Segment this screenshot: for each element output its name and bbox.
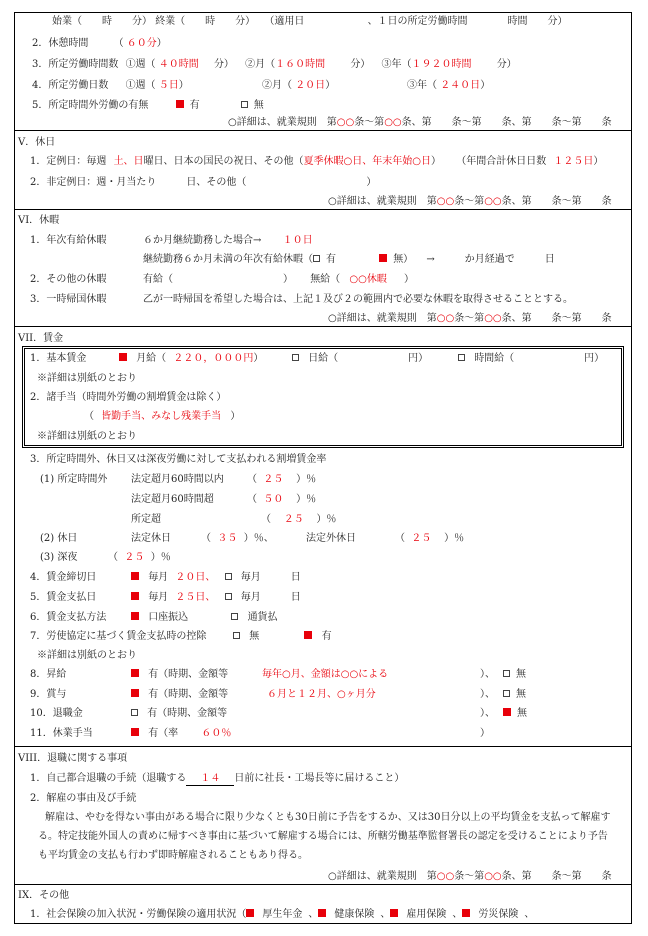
no-label: 無 — [253, 100, 264, 111]
yes-label: 有 — [321, 631, 332, 642]
irregular-holidays-row: 2．非定例日：週・月当たり 日、その他（ ） — [30, 177, 377, 188]
percent-close: ）％ — [316, 514, 337, 525]
other-leave-label: 2．その他の休暇 — [30, 274, 107, 285]
rules-reference — [228, 117, 612, 129]
rules-ref-mid: 条～第 — [454, 196, 485, 207]
paren: （ — [261, 514, 271, 525]
section-heading-resignation: VIII．退職に関する事項 — [18, 753, 128, 764]
monthly-wage — [119, 353, 263, 365]
separator: 、 — [524, 909, 535, 920]
divider — [14, 884, 632, 885]
bonus-row — [131, 689, 228, 701]
rules-ref-suffix: 条、第 条～第 条 — [501, 871, 612, 882]
paren: ） — [404, 274, 415, 285]
checkbox-checked[interactable] — [246, 909, 254, 917]
rate-label: 有（率 — [148, 728, 179, 739]
overtime-existence-label: 5．所定時間外労働の有無 — [32, 100, 149, 111]
non-legal-holiday-value: ２５ — [411, 533, 432, 544]
article-placeholder: ○○ — [484, 196, 502, 207]
article-placeholder: ○○ — [436, 196, 455, 207]
notice-days-value[interactable]: １４ — [200, 773, 221, 784]
rules-reference — [328, 871, 612, 883]
rules-ref-mid: 条～第 — [454, 871, 485, 882]
timing-amount-label: 有（時期、金額等 — [148, 689, 229, 700]
minutes-suffix: 分） — [350, 59, 371, 70]
payday-row — [131, 592, 301, 604]
checkbox-checked[interactable] — [462, 909, 470, 917]
bank-transfer-label: 口座振込 — [148, 612, 189, 623]
holiday-label: (2) 休日 — [40, 533, 78, 544]
premium-rate-label: 3．所定時間外、休日又は深夜労働に対して支払われる割増賃金率 — [30, 454, 327, 465]
article-placeholder: ○○ — [384, 117, 402, 128]
break-time-label: 2．休憩時間 — [32, 38, 89, 49]
hourly-wage-field[interactable]: 時間給（ 円） — [474, 353, 605, 364]
hourly-wage — [458, 353, 604, 365]
severance-no — [480, 708, 527, 720]
yes-label: 有 — [326, 254, 336, 265]
voluntary-resignation-suffix: 日前に社長・工場長等に届けること） — [234, 773, 405, 784]
checkbox-unchecked[interactable] — [241, 101, 248, 108]
raise-row — [131, 669, 228, 681]
checkbox-unchecked[interactable] — [225, 573, 232, 580]
divider — [14, 326, 632, 327]
percent-close: ）％ — [296, 474, 317, 485]
night-value: ２５ — [124, 552, 145, 563]
ot-over-60h-rate — [247, 494, 316, 506]
weekly-hours-value: ４０時間 — [158, 59, 199, 70]
dismissal-text-line: も平均賃金の支払も行わず即時解雇されることもあり得る。 — [38, 850, 308, 861]
checkbox-checked[interactable] — [304, 631, 312, 639]
paren: ） — [156, 38, 167, 49]
paren: ） — [253, 353, 264, 364]
divider — [14, 746, 632, 747]
allowances-label: 2．諸手当（時間外労働の割増賃金は除く） — [30, 392, 227, 403]
monthly-label: 毎月 — [148, 572, 169, 583]
document-frame — [14, 12, 632, 924]
paren: ） — [325, 80, 336, 91]
paren: （ — [247, 494, 257, 505]
annual-holidays-label: （年間合計休日日数 — [456, 156, 547, 167]
scheduled-days-label: 4．所定労働日数 — [32, 80, 109, 91]
other-holidays-value: 夏季休暇○日、年末年始○日 — [303, 156, 432, 167]
daily-wage-field[interactable]: 日給（ 円） — [308, 353, 429, 364]
leave-allowance-value: ６０％ — [201, 728, 232, 739]
break-time-row — [32, 38, 167, 50]
night-rate — [108, 552, 171, 564]
checkbox-unchecked[interactable] — [233, 632, 240, 639]
paren: ）、 — [480, 669, 495, 680]
percent-close: ）％ — [150, 552, 171, 563]
bonus-no — [480, 689, 526, 701]
monthly-label: 毎月 — [148, 592, 169, 603]
fixed-holidays-days: 土、日 — [113, 156, 144, 167]
fixed-holidays-row — [30, 156, 603, 168]
yearly-days — [407, 80, 490, 92]
rules-reference — [328, 196, 612, 208]
end-time-field[interactable]: 終業（ 時 分） — [155, 16, 256, 27]
payment-method-row — [131, 612, 278, 624]
fixed-holidays-mid: 曜日、日本の国民の祝日、その他（ — [143, 156, 304, 167]
overtime-existence-row — [32, 100, 264, 112]
paren: ） — [480, 80, 491, 91]
week-prefix: ①週（ — [125, 59, 156, 70]
checkbox-checked[interactable] — [318, 909, 326, 917]
paren: ）、 — [480, 708, 495, 719]
section-heading-other: IX．その他 — [18, 890, 70, 901]
short-service-leave-suffix: → か月経過で 日 — [426, 254, 555, 265]
checkbox-unchecked[interactable] — [313, 255, 320, 262]
separator: 、 — [308, 909, 319, 920]
raise-label: 8．昇給 — [30, 669, 67, 680]
severance-label: 10．退職金 — [30, 708, 83, 719]
percent-close: ）％ — [296, 494, 317, 505]
unpaid-leave-value: ○○休暇 — [349, 274, 387, 285]
leave-allowance-row — [131, 728, 231, 740]
checkbox-checked[interactable] — [390, 909, 398, 917]
deduction-label: 7．労使協定に基づく賃金支払時の控除 — [30, 631, 207, 642]
scheduled-excess-label: 所定超 — [131, 514, 161, 525]
voluntary-resignation-label: 1．自己都合退職の手続（退職する — [30, 773, 187, 784]
applied-date-label: （適用日 — [264, 16, 305, 27]
paren: （ — [84, 411, 94, 422]
employment-insurance-label: 雇用保険 — [406, 909, 447, 920]
article-placeholder: ○○ — [436, 871, 455, 882]
checkbox-checked[interactable] — [131, 612, 139, 620]
checkbox-checked[interactable] — [131, 592, 139, 600]
paren: （ — [108, 552, 118, 563]
separator: 、 — [380, 909, 391, 920]
cutoff-day-row — [131, 572, 301, 584]
monthly-days-value: ２０日 — [295, 80, 326, 91]
allowances-row — [84, 411, 240, 423]
year-prefix: ③年（ — [381, 59, 412, 70]
short-service-leave-row — [143, 254, 555, 266]
annual-leave-row — [143, 235, 313, 247]
monthly-wage-label: 月給（ — [136, 353, 167, 364]
yes-label: 有 — [189, 100, 200, 111]
annual-leave-label: 1．年次有給休暇 — [30, 235, 107, 246]
annual-holidays-value: １２５日 — [553, 156, 594, 167]
raise-value: 毎年○月、金額は○○による — [262, 669, 389, 680]
payment-method-label: 6．賃金支払方法 — [30, 612, 107, 623]
checkbox-unchecked[interactable] — [503, 690, 510, 697]
paren: ） — [480, 728, 490, 739]
legal-holiday-label: 法定休日 — [131, 533, 171, 544]
paren: （ — [113, 38, 124, 49]
ot-over-60h-value: ５０ — [263, 494, 284, 505]
insurance-row — [30, 909, 534, 921]
rules-ref-prefix: ○詳細は、就業規則 第 — [328, 313, 437, 324]
ot-within-60h-value: ２５ — [263, 474, 284, 485]
checkbox-checked[interactable] — [131, 669, 139, 677]
no-label: 無 — [516, 669, 526, 680]
short-service-leave-label: 継続勤務６か月未満の年次有給休暇（ — [143, 254, 313, 265]
home-leave-label: 3．一時帰国休暇 — [30, 294, 107, 305]
scheduled-days-row — [32, 80, 189, 92]
start-time-field[interactable]: 始業（ 時 分） — [52, 16, 152, 27]
checkbox-checked[interactable] — [379, 254, 387, 262]
scheduled-excess-value: ２５ — [283, 514, 304, 525]
separator: 、 — [452, 909, 463, 920]
legal-holiday-value: ３５ — [217, 533, 238, 544]
paren: （ — [395, 533, 405, 544]
daily-wage — [292, 353, 428, 365]
see-attachment-note: ※詳細は別紙のとおり — [37, 650, 137, 661]
rules-ref-mid: 条～第 — [354, 117, 385, 128]
monthly-hours-value: １６０時間 — [275, 59, 326, 70]
ot-within-60h-rate — [247, 474, 316, 486]
weekly-days-value: ５日 — [158, 80, 179, 91]
bonus-label: 9．賞与 — [30, 689, 67, 700]
checkbox-checked[interactable] — [503, 708, 511, 716]
cutoff-day-alt-field[interactable]: 毎月 日 — [240, 572, 301, 583]
voluntary-resignation-row — [30, 773, 404, 786]
timing-amount-label: 有（時期、金額等 — [148, 669, 229, 680]
minutes-suffix: 分） — [213, 59, 234, 70]
paren: ） — [431, 156, 442, 167]
checkbox-unchecked[interactable] — [292, 354, 299, 361]
deduction-row — [233, 631, 332, 643]
leave-allowance-label: 11．休業手当 — [30, 728, 93, 739]
work-hours-row — [52, 16, 568, 28]
rules-ref-suffix: 条、第 条～第 条 — [501, 196, 612, 207]
paren: ） — [178, 80, 189, 91]
health-insurance-label: 健康保険 — [334, 909, 375, 920]
section-heading-leave: VI．休暇 — [18, 215, 60, 226]
raise-no — [480, 669, 526, 681]
checkbox-unchecked[interactable] — [458, 354, 465, 361]
article-placeholder: ○○ — [436, 313, 455, 324]
payday-alt-field[interactable]: 毎月 日 — [240, 592, 301, 603]
paid-leave-field: 有給（ ） — [143, 274, 293, 285]
break-time-value: ６０分 — [126, 38, 157, 49]
rules-ref-suffix: 条、第 条～第 条、第 条～第 条 — [401, 117, 612, 128]
home-leave-text: 乙が一時帰国を希望した場合は、上記１及び２の範囲内で必要な休暇を取得させることとする。 — [143, 294, 573, 305]
divider — [14, 130, 632, 131]
checkbox-checked[interactable] — [131, 689, 139, 697]
annual-leave-text: ６か月継続勤務した場合→ — [143, 235, 262, 246]
other-leave-row — [143, 274, 414, 286]
non-legal-holiday-label: 法定外休日 — [306, 533, 356, 544]
yearly-days-value: ２４０日 — [440, 80, 481, 91]
insurance-label: 1．社会保険の加入状況・労働保険の適用状況（ — [30, 909, 247, 920]
rules-ref-prefix: ○詳細は、就業規則 第 — [328, 871, 437, 882]
checkbox-checked[interactable] — [131, 728, 139, 736]
payday-value: ２５日、 — [175, 592, 216, 603]
year-prefix: ③年（ — [407, 80, 437, 91]
fixed-holidays-label: 1．定例日：毎週 — [30, 156, 107, 167]
paren: ） — [230, 411, 241, 422]
checkbox-unchecked[interactable] — [225, 593, 232, 600]
timing-amount-label: 有（時期、金額等 — [147, 708, 228, 719]
allowances-value: 皆勤手当、みなし残業手当 — [101, 411, 222, 422]
rules-ref-prefix: ○詳細は、就業規則 第 — [228, 117, 337, 128]
monthly-wage-value: ２２０，０００円 — [173, 353, 254, 364]
percent-close: ）％ — [444, 533, 465, 544]
month-prefix: ②月（ — [262, 80, 292, 91]
week-prefix: ①週（ — [125, 80, 156, 91]
cutoff-day-value: ２０日、 — [175, 572, 216, 583]
rules-ref-prefix: ○詳細は、就業規則 第 — [328, 196, 437, 207]
overtime-label: (1) 所定時間外 — [40, 474, 108, 485]
article-placeholder: ○○ — [336, 117, 355, 128]
see-attachment-note: ※詳細は別紙のとおり — [37, 431, 137, 442]
no-label: 無 — [517, 708, 527, 719]
unpaid-leave-label: 無給（ — [310, 274, 341, 285]
section-heading-holidays: V．休日 — [18, 137, 56, 148]
scheduled-excess-rate — [261, 514, 336, 526]
percent-close: ）％、 — [243, 533, 274, 544]
checkbox-unchecked[interactable] — [503, 670, 510, 677]
paren: ） — [593, 156, 604, 167]
no-label: 無 — [516, 689, 526, 700]
article-placeholder: ○○ — [484, 313, 502, 324]
yearly-hours-value: １９２０時間 — [411, 59, 472, 70]
non-legal-holiday-rate — [395, 533, 464, 545]
checkbox-checked[interactable] — [176, 100, 184, 108]
no-label: 無 — [249, 631, 260, 642]
cash-label: 通貨払 — [247, 612, 278, 623]
rules-reference — [328, 313, 612, 325]
checkbox-unchecked[interactable] — [231, 613, 238, 620]
cutoff-day-label: 4．賃金締切日 — [30, 572, 97, 583]
month-prefix: ②月（ — [245, 59, 276, 70]
scheduled-hours-row — [32, 59, 517, 71]
monthly-days — [262, 80, 335, 92]
section-heading-wages: VII．賃金 — [18, 333, 64, 344]
daily-hours-field[interactable]: 、１日の所定労働時間 時間 分） — [367, 16, 568, 27]
severance-row — [131, 708, 227, 720]
basic-wage-label: 1．基本賃金 — [30, 353, 87, 364]
bonus-value: ６月と１２月、○ヶ月分 — [267, 689, 376, 700]
dismissal-text-line: る。特定技能外国人の責めに帰すべき事由に基づいて解雇する場合には、所轄労働基準監督署長の認定を受けることにより予告 — [38, 831, 608, 842]
ot-over-60h-label: 法定超月60時間超 — [131, 494, 214, 505]
rules-ref-suffix: 条、第 条～第 条 — [501, 313, 612, 324]
dismissal-label: 2．解雇の事由及び手続 — [30, 793, 137, 804]
checkbox-checked[interactable] — [131, 572, 139, 580]
dismissal-text-line: 解雇は、やむを得ない事由がある場合に限り少なくとも30日前に予告をするか、又は30日分以上の平均賃金を支払って解雇す — [45, 812, 611, 823]
divider — [14, 209, 632, 210]
minutes-suffix: 分） — [496, 59, 517, 70]
see-attachment-note: ※詳細は別紙のとおり — [37, 373, 137, 384]
workers-comp-label: 労災保険 — [478, 909, 519, 920]
article-placeholder: ○○ — [484, 871, 502, 882]
rules-ref-mid: 条～第 — [454, 313, 485, 324]
scheduled-hours-label: 3．所定労働時間数 — [32, 59, 119, 70]
checkbox-checked[interactable] — [119, 353, 127, 361]
no-label: 無） — [393, 254, 414, 265]
paren: （ — [201, 533, 211, 544]
night-label: (3) 深夜 — [40, 552, 78, 563]
legal-holiday-rate — [201, 533, 274, 545]
paren: （ — [247, 474, 257, 485]
ot-within-60h-label: 法定超月60時間以内 — [131, 474, 224, 485]
payday-label: 5．賃金支払日 — [30, 592, 97, 603]
pension-label: 厚生年金 — [262, 909, 303, 920]
paren: ）、 — [480, 689, 495, 700]
checkbox-unchecked[interactable] — [131, 709, 138, 716]
annual-leave-days: １０日 — [282, 235, 313, 246]
